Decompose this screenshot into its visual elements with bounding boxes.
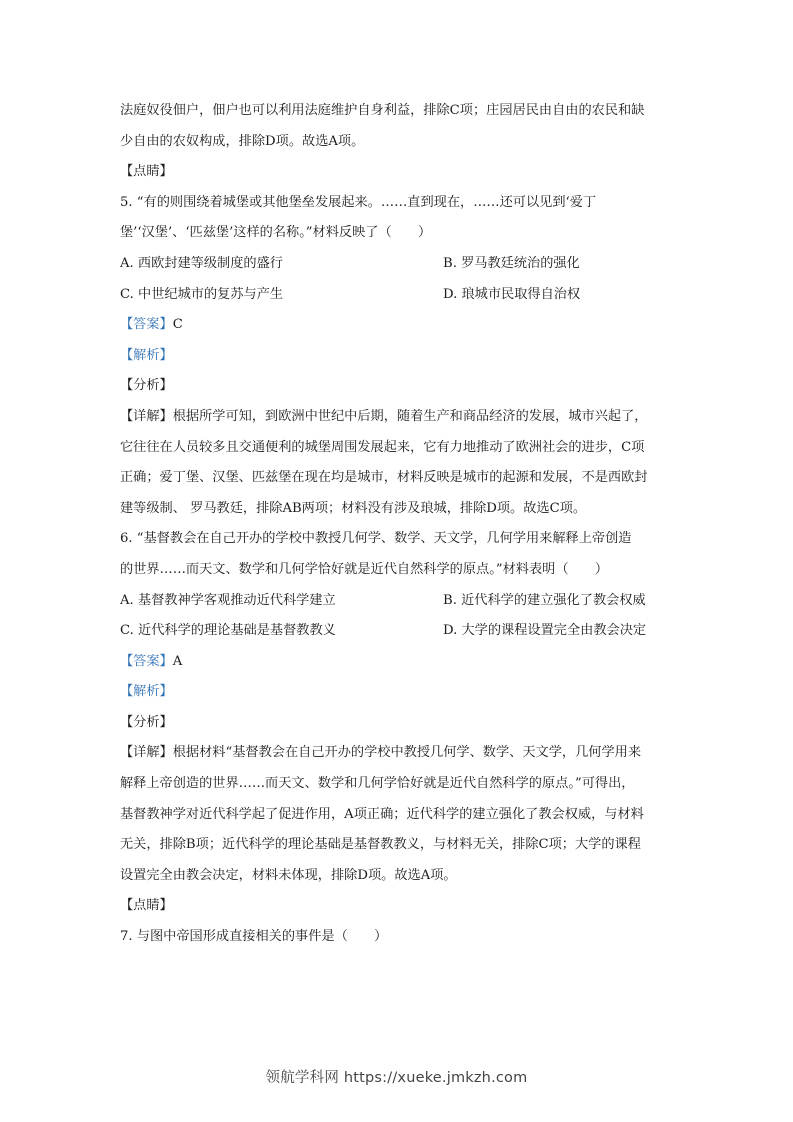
q5-detail-line-4: 建等级制、 罗马教廷，排除AB两项；材料没有涉及琅城，排除D项。故选C项。 <box>120 500 587 516</box>
q7-stem-line-1: 7. 与图中帝国形成直接相关的事件是（ ） <box>120 929 388 945</box>
q6-option-a: A. 基督教神学客观推动近代科学建立 <box>120 592 336 608</box>
q6-detail-line-1 <box>120 738 680 769</box>
q6-detail-line-2: 解释上帝创造的世界……而天文、数学和几何学恰好就是近代自然科学的原点。”可得出， <box>120 776 635 792</box>
q5-option-b: B. 罗马教廷统治的强化 <box>443 255 580 271</box>
q5-detail-line-2: 它往往在人员较多且交通便利的城堡周围发展起来，它有力地推动了欧洲社会的进步，C项 <box>120 439 645 455</box>
q6-fenxi-tag: 【分析】 <box>120 714 173 730</box>
continuation-line-2: 少自由的农奴构成，排除D项。故选A项。 <box>120 133 365 149</box>
document-page <box>120 96 680 953</box>
q5-stem-line-2: 堡’‘汉堡’、‘匹兹堡’这样的名称。”材料反映了（ ） <box>120 225 432 241</box>
q5-detail-line-1 <box>120 402 680 433</box>
q5-options-row-1 <box>120 249 680 280</box>
q6-dianjing: 【点睛】 <box>120 898 173 914</box>
q5-answer <box>120 310 680 341</box>
continuation-dianjing: 【点睛】 <box>120 164 173 180</box>
footer-watermark: 领航学科网 https://xueke.jmkzh.com <box>265 1070 528 1086</box>
q6-detail-tag: 【详解】 <box>120 745 173 761</box>
q5-detail-tag: 【详解】 <box>120 408 173 424</box>
q5-option-c: C. 中世纪城市的复苏与产生 <box>120 286 284 302</box>
q6-answer-value: A <box>172 653 183 669</box>
q5-fenxi-tag: 【分析】 <box>120 378 173 394</box>
q6-answer <box>120 647 680 678</box>
q6-option-b: B. 近代科学的建立强化了教会权威 <box>443 592 646 608</box>
q6-option-c: C. 近代科学的理论基础是基督教教义 <box>120 623 336 639</box>
q5-answer-tag: 【答案】 <box>120 317 173 333</box>
q6-options-row-2 <box>120 616 680 647</box>
q6-detail-line-5: 设置完全由教会决定，材料未体现，排除D项。故选A项。 <box>120 867 457 883</box>
q6-answer-tag: 【答案】 <box>120 653 173 669</box>
q6-detail-text-1: 根据材料“基督教会在自己开办的学校中教授几何学、数学、天文学，几何学用来 <box>172 745 642 761</box>
q5-options-row-2 <box>120 280 680 311</box>
continuation-line-1: 法庭奴役佃户，佃户也可以利用法庭维护自身利益，排除C项；庄园居民由自由的农民和缺 <box>120 103 645 118</box>
q6-detail-line-4: 无关，排除B项；近代科学的理论基础是基督教教义，与材料无关，排除C项；大学的课程 <box>120 837 641 853</box>
q6-option-d: D. 大学的课程设置完全由教会决定 <box>443 623 647 639</box>
q5-detail-line-3: 正确；爱丁堡、汉堡、匹兹堡在现在均是城市，材料反映是城市的起源和发展，不是西欧封 <box>120 470 648 486</box>
q5-detail-text-1: 根据所学可知，到欧洲中世纪中后期，随着生产和商品经济的发展，城市兴起了， <box>172 408 648 424</box>
q6-jiexi-tag: 【解析】 <box>120 684 173 700</box>
q6-stem-line-2: 的世界……而天文、数学和几何学恰好就是近代自然科学的原点。”材料表明（ ） <box>120 561 609 577</box>
q5-answer-value: C <box>172 317 183 333</box>
q5-option-d: D. 琅城市民取得自治权 <box>443 286 581 302</box>
q5-stem-line-1: 5. “有的则围绕着城堡或其他堡垒发展起来。……直到现在，……还可以见到‘爱丁 <box>120 194 597 210</box>
q6-detail-line-3: 基督教神学对近代科学起了促进作用，A项正确；近代科学的建立强化了教会权威，与材料 <box>120 806 644 822</box>
q6-options-row-1 <box>120 586 680 617</box>
q5-option-a: A. 西欧封建等级制度的盛行 <box>120 255 283 271</box>
q6-stem-line-1: 6. “基督教会在自己开办的学校中教授几何学、数学、天文学，几何学用来解释上帝创造 <box>120 531 632 547</box>
q5-jiexi-tag: 【解析】 <box>120 347 173 363</box>
